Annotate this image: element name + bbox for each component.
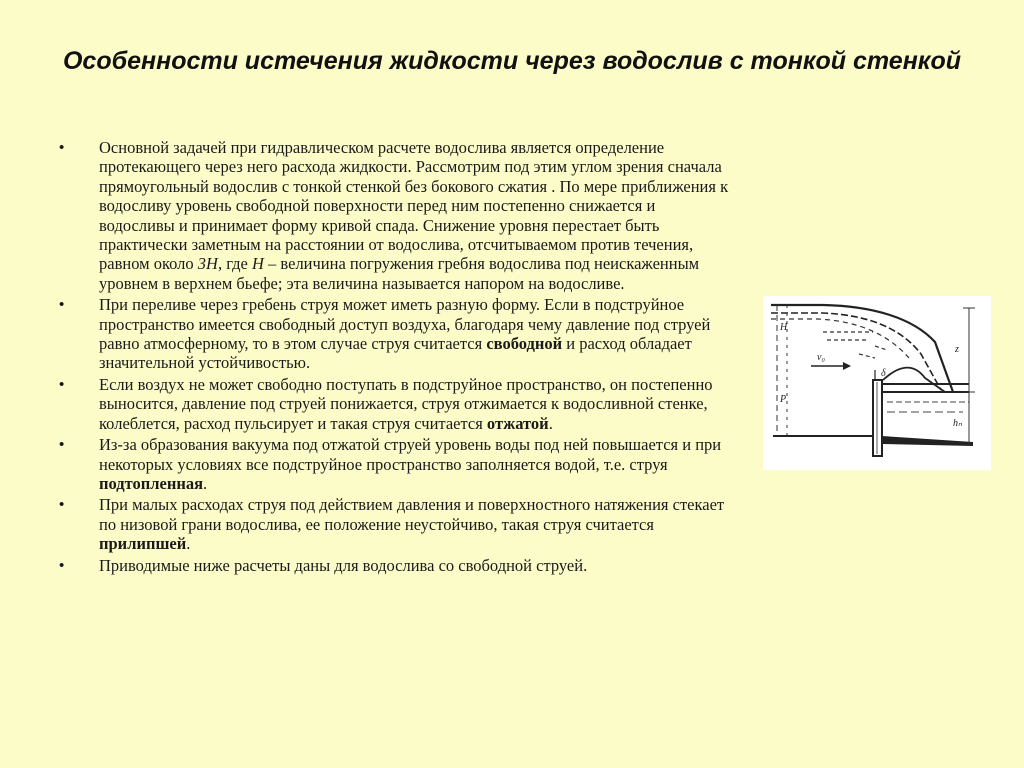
term-adhering-jet: прилипшей	[99, 534, 187, 554]
paragraph-text: Основной задачей при гидравлическом расчете водослива является определение протекающего через него расхода жидкости. Рассмотрим под этим углом зрения сначала прямоугольный водослив с тонкой стенкой без бокового сжатия . По мере приближения к водосливу уровень свободной поверхности перед ним постепенно снижается и водосливы и принимает форму кривой спада. Снижение уровня перестает быть практически заметным на расстоянии от водослива, отсчитываемом против течения, равном около	[99, 138, 729, 274]
page-title: Особенности истечения жидкости через водослив с тонкой стенкой	[62, 47, 962, 75]
list-item	[58, 375, 730, 433]
bullet-list	[58, 138, 730, 577]
list-item	[58, 295, 730, 373]
label-H: H	[780, 322, 788, 333]
weir-diagram-svg	[763, 296, 991, 470]
paragraph-text: .	[203, 473, 208, 493]
paragraph-text: Из-за образования вакуума под отжатой струей уровень воды под ней повышается и при некоторых условиях все подструйное пространство заполняется водой, т.е. струя	[99, 435, 722, 474]
paragraph-text: При малых расходах струя под действием давления и поверхностного натяжения стекает по низовой грани водослива, ее положение неустойчиво, такая струя считается	[99, 495, 725, 534]
paragraph-text: – величина погружения гребня водослива под неискаженным уровнем в верхнем бьефе; эта величина называется напором на водосливе.	[99, 254, 700, 293]
paragraph-text: и расход обладает значительной устойчивостью.	[99, 334, 692, 373]
label-v0: v₀	[817, 352, 825, 363]
paragraph-text: При переливе через гребень струя может иметь разную форму. Если в подструйное пространство имеется свободный доступ воздуха, благодаря чему давление под струей равно атмосферному, то в этом случае струя считается	[99, 295, 711, 354]
bullet-marker: •	[59, 436, 65, 454]
formula-3h: 3H	[197, 254, 218, 274]
term-submerged-jet: подтопленная	[99, 473, 204, 493]
bullet-marker: •	[59, 139, 65, 156]
paragraph-text: .	[548, 413, 553, 433]
term-pressed-jet: отжатой	[486, 413, 549, 433]
bullet-marker: •	[59, 296, 65, 314]
label-delta: δ	[881, 368, 886, 379]
list-item	[58, 138, 730, 293]
paragraph-text: , где	[217, 254, 252, 274]
paragraph-text: .	[186, 534, 191, 554]
flow-dashes	[823, 332, 887, 358]
term-free-jet: свободной	[486, 334, 563, 354]
label-hn: hₙ	[953, 418, 962, 429]
label-P: P	[780, 394, 787, 405]
bullet-marker: •	[59, 556, 65, 574]
list-item	[58, 435, 730, 493]
paragraph-text: Если воздух не может свободно поступать в подструйное пространство, он постепенно выносится, давление под струей понижается, струя отжимается к водосливной стенке, колеблется, расход пульсирует и такая струя считается	[99, 374, 713, 433]
bullet-marker: •	[59, 496, 65, 514]
weir-diagram	[763, 296, 991, 470]
list-item	[58, 556, 730, 575]
downstream-bed	[882, 436, 973, 446]
bullet-marker: •	[59, 375, 65, 393]
list-item	[58, 495, 730, 553]
velocity-arrowhead	[843, 362, 851, 370]
nappe-mid-line	[771, 319, 909, 358]
paragraph-text: Приводимые ниже расчеты даны для водослива со свободной струей.	[99, 555, 588, 575]
formula-h: H	[252, 254, 264, 274]
label-z: z	[955, 344, 959, 355]
